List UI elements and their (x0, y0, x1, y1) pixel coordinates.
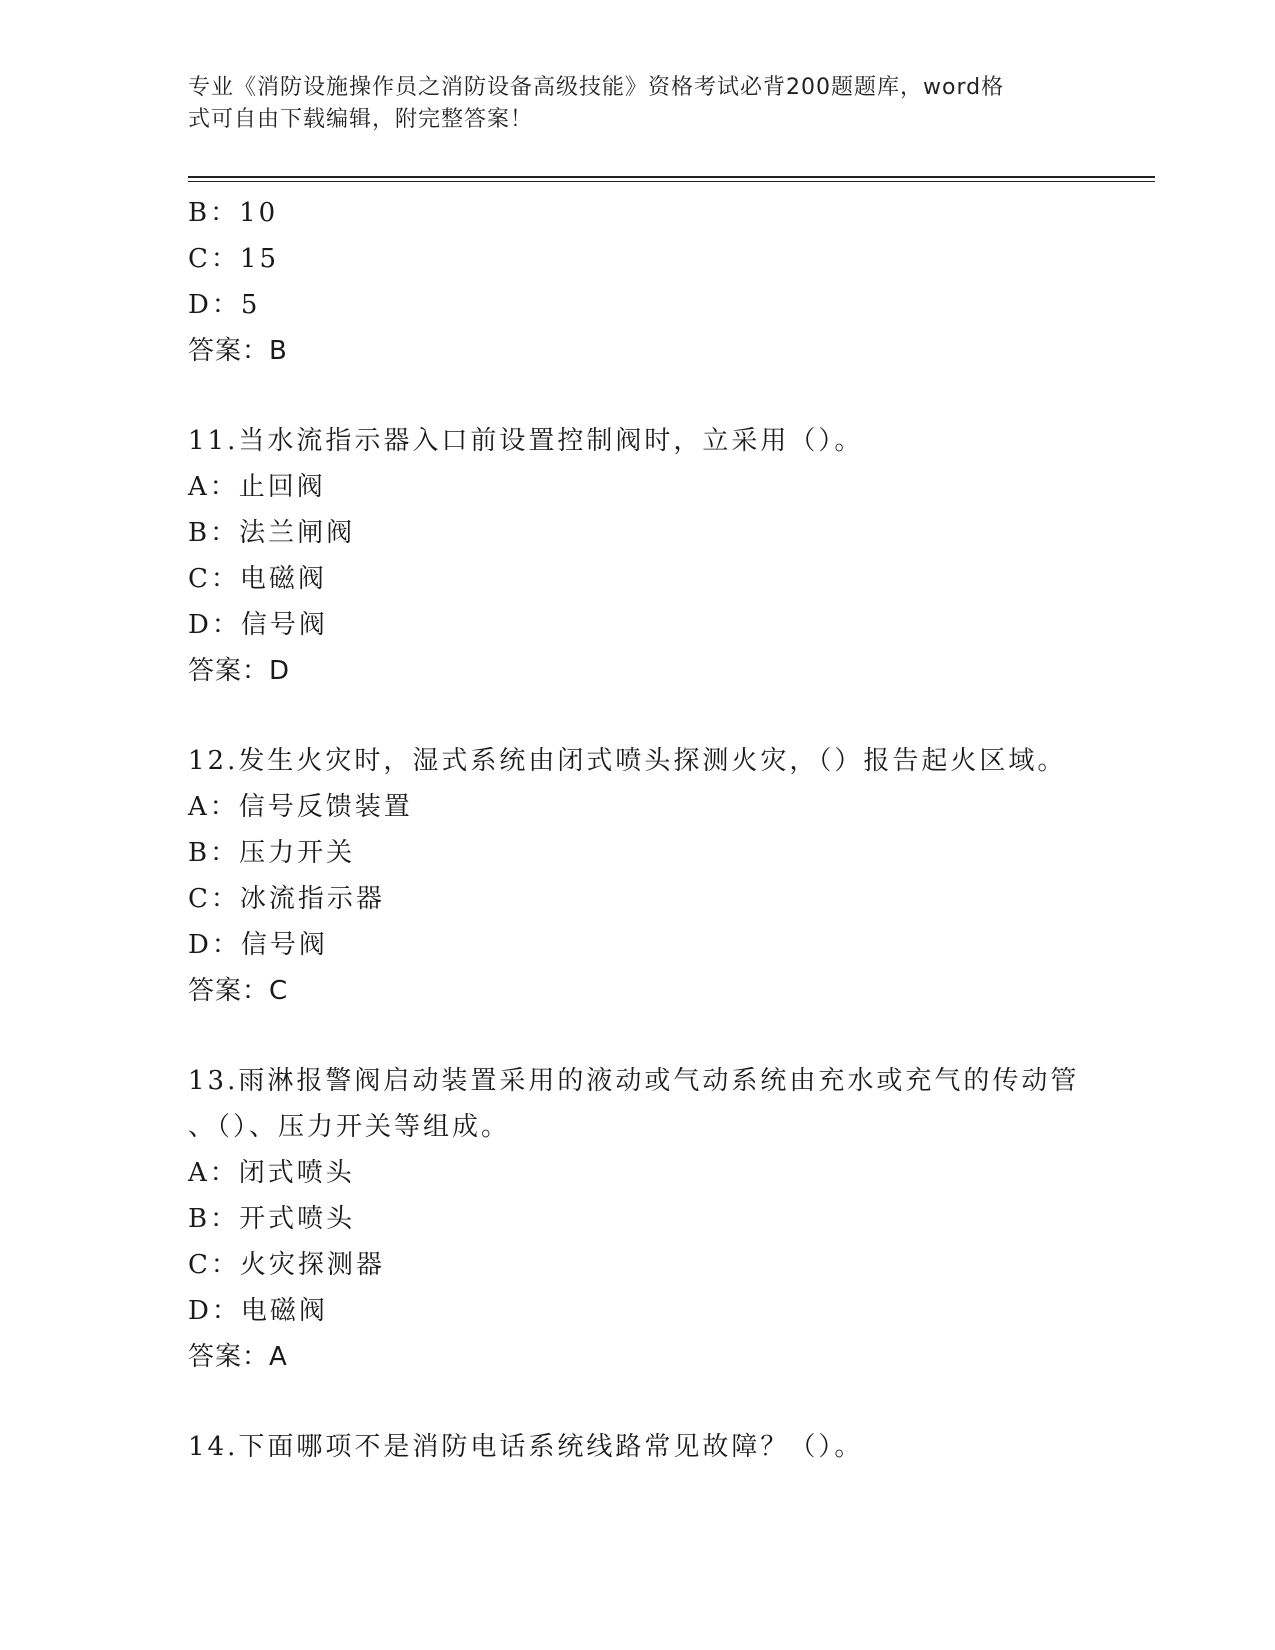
header-line-2: 式可自由下载编辑，附完整答案！ (188, 107, 534, 132)
option-letter: C： (188, 1250, 240, 1280)
option-letter: D： (188, 1296, 241, 1326)
question-block-13 (188, 1058, 1088, 1380)
header-rule-thin (188, 181, 1155, 182)
header-rule-thick (188, 176, 1155, 178)
option-letter: A： (188, 1158, 239, 1188)
option-letter: D： (188, 610, 241, 640)
option-letter: C： (188, 564, 240, 594)
option-row (188, 784, 1088, 830)
option-row (188, 556, 1088, 602)
header-line-1: 专业《消防设施操作员之消防设备高级技能》资格考试必背200题题库，word格 (188, 75, 1005, 100)
option-letter: C： (188, 884, 240, 914)
question-block-14 (188, 1424, 1088, 1470)
option-letter: B： (188, 518, 240, 548)
option-letter: C： (188, 244, 240, 274)
question-block-12 (188, 738, 1088, 1014)
option-text: 法兰闸阀 (239, 518, 356, 548)
option-text: 10 (239, 198, 279, 228)
option-letter: B： (188, 1204, 240, 1234)
question-text: 12.发生火灾时，湿式系统由闭式喷头探测火灾，（）报告起火区域。 (188, 746, 1067, 776)
option-letter: B： (188, 198, 240, 228)
prev-question-block (188, 190, 1088, 374)
question-block-11 (188, 418, 1088, 694)
option-letter: A： (188, 792, 239, 822)
option-text: 5 (240, 290, 261, 320)
option-text: 电磁阀 (240, 1296, 328, 1326)
document-header (188, 72, 1068, 136)
option-row (188, 464, 1088, 510)
option-row (188, 602, 1088, 648)
option-text: 火灾探测器 (239, 1250, 385, 1280)
question-text: 14.下面哪项不是消防电话系统线路常见故障？（）。 (188, 1432, 864, 1462)
option-row (188, 282, 1088, 328)
option-text: 止回阀 (238, 472, 326, 502)
option-row (188, 190, 1088, 236)
option-text: 闭式喷头 (238, 1158, 355, 1188)
option-row (188, 830, 1088, 876)
question-text: 11.当水流指示器入口前设置控制阀时，立采用（）。 (188, 426, 864, 456)
option-row (188, 1242, 1088, 1288)
question-text-line-1: 13.雨淋报警阀启动装置采用的液动或气动系统由充水或充气的传动管 (188, 1066, 1080, 1096)
option-text: 信号阀 (240, 930, 328, 960)
option-letter: D： (188, 930, 241, 960)
option-letter: B： (188, 838, 240, 868)
option-row (188, 510, 1088, 556)
option-text: 信号阀 (240, 610, 328, 640)
answer-line: 答案：A (188, 1342, 288, 1372)
option-row (188, 236, 1088, 282)
question-text-line-2: 、（）、压力开关等组成。 (188, 1112, 511, 1142)
option-row (188, 1150, 1088, 1196)
option-row (188, 876, 1088, 922)
question-list (188, 190, 1088, 1470)
option-letter: D： (188, 290, 241, 320)
option-row (188, 922, 1088, 968)
option-text: 冰流指示器 (239, 884, 385, 914)
option-text: 电磁阀 (239, 564, 327, 594)
option-text: 信号反馈装置 (238, 792, 413, 822)
option-text: 压力开关 (239, 838, 356, 868)
answer-line: 答案：B (188, 336, 288, 366)
answer-line: 答案：D (188, 656, 291, 686)
answer-line: 答案：C (188, 976, 289, 1006)
option-text: 开式喷头 (239, 1204, 356, 1234)
option-row (188, 1288, 1088, 1334)
option-row (188, 1196, 1088, 1242)
option-text: 15 (239, 244, 279, 274)
option-letter: A： (188, 472, 239, 502)
